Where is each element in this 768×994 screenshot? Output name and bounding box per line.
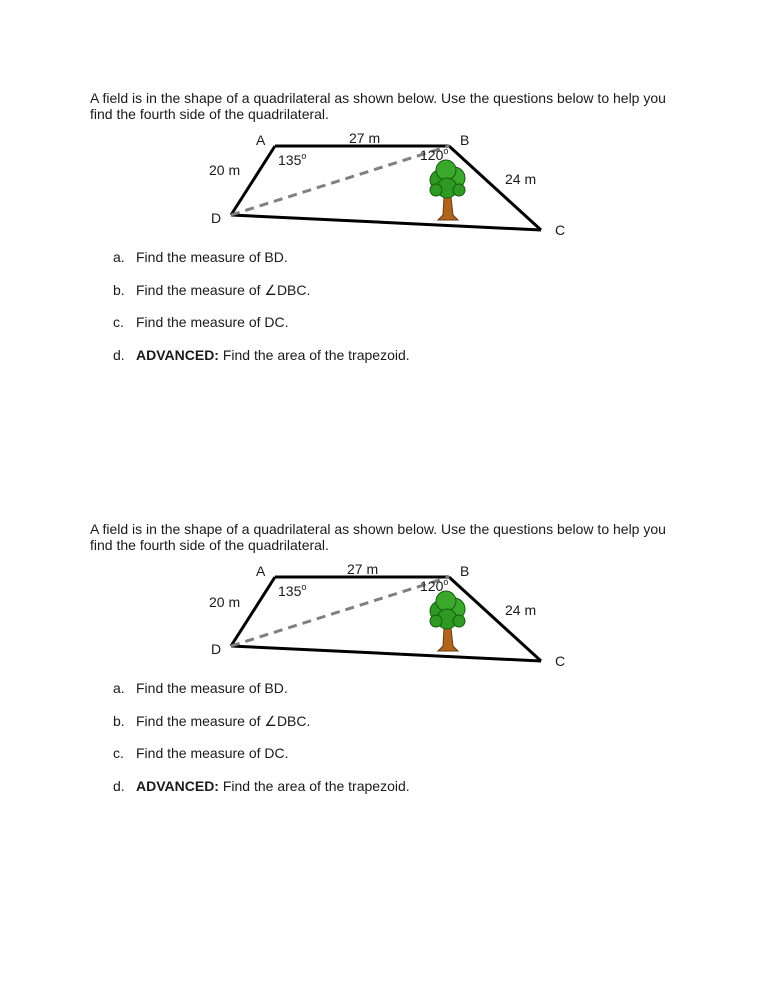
question-list xyxy=(113,680,410,810)
problem-2 xyxy=(0,521,768,851)
vertex-label-a: A xyxy=(256,563,266,579)
side-cd-line xyxy=(231,646,541,661)
question-text: Find the measure of ∠DBC. xyxy=(136,712,311,729)
side-ab-label: 27 m xyxy=(347,561,379,577)
question-letter: a. xyxy=(113,680,125,696)
angle-b-label: 120$^o$ xyxy=(420,577,449,594)
question-letter: d. xyxy=(113,346,125,363)
side-cd-line xyxy=(231,215,541,230)
diagonal-bd-line xyxy=(231,577,449,646)
question-item xyxy=(113,680,410,713)
question-letter: c. xyxy=(113,745,124,761)
angle-a-label: 135$^o$ xyxy=(278,151,307,168)
question-letter: a. xyxy=(113,249,125,265)
side-ad-label: 20 m xyxy=(209,162,241,178)
angle-b-label: 120$^o$ xyxy=(420,146,449,163)
problem-intro: A field is in the shape of a quadrilateral as shown below. Use the questions below to help you find the fourth side of the quadrilateral. xyxy=(90,90,666,122)
vertex-label-c: C xyxy=(555,653,566,669)
side-ab-label: 27 m xyxy=(349,130,381,146)
question-text: Find the measure of DC. xyxy=(136,314,289,330)
vertex-label-c: C xyxy=(555,222,566,238)
question-item xyxy=(113,745,410,778)
question-item xyxy=(113,282,410,315)
question-text: Find the area of the trapezoid. xyxy=(222,777,410,794)
vertex-label-a: A xyxy=(256,132,266,148)
question-list xyxy=(113,249,410,379)
question-item xyxy=(113,249,410,282)
side-bc-label: 24 m xyxy=(505,602,537,618)
vertex-label-b: B xyxy=(460,563,470,579)
question-text: Find the measure of ∠DBC. xyxy=(136,281,311,298)
problem-intro: A field is in the shape of a quadrilateral as shown below. Use the questions below to help you find the fourth side of the quadrilateral. xyxy=(90,521,666,553)
question-letter: b. xyxy=(113,712,125,729)
question-letter: b. xyxy=(113,281,125,298)
question-item xyxy=(113,347,410,380)
question-letter: d. xyxy=(113,777,125,794)
question-item xyxy=(113,713,410,746)
vertex-label-d: D xyxy=(211,641,222,657)
question-advanced-label: ADVANCED: xyxy=(136,346,219,363)
quadrilateral-figure xyxy=(0,90,768,250)
side-ad-label: 20 m xyxy=(209,594,241,610)
question-letter: c. xyxy=(113,314,124,330)
problem-1 xyxy=(0,90,768,420)
tree-icon xyxy=(430,160,465,220)
question-text: Find the area of the trapezoid. xyxy=(222,346,410,363)
tree-icon xyxy=(430,591,465,651)
diagonal-bd-line xyxy=(231,146,449,215)
question-text: Find the measure of BD. xyxy=(136,249,288,265)
question-text: Find the measure of BD. xyxy=(136,680,288,696)
quadrilateral-figure xyxy=(0,521,768,681)
vertex-label-b: B xyxy=(460,132,470,148)
side-bc-label: 24 m xyxy=(505,171,537,187)
angle-a-label: 135$^o$ xyxy=(278,582,307,599)
question-item xyxy=(113,314,410,347)
question-text: Find the measure of DC. xyxy=(136,745,289,761)
question-advanced-label: ADVANCED: xyxy=(136,777,219,794)
question-item xyxy=(113,778,410,811)
vertex-label-d: D xyxy=(211,210,222,226)
